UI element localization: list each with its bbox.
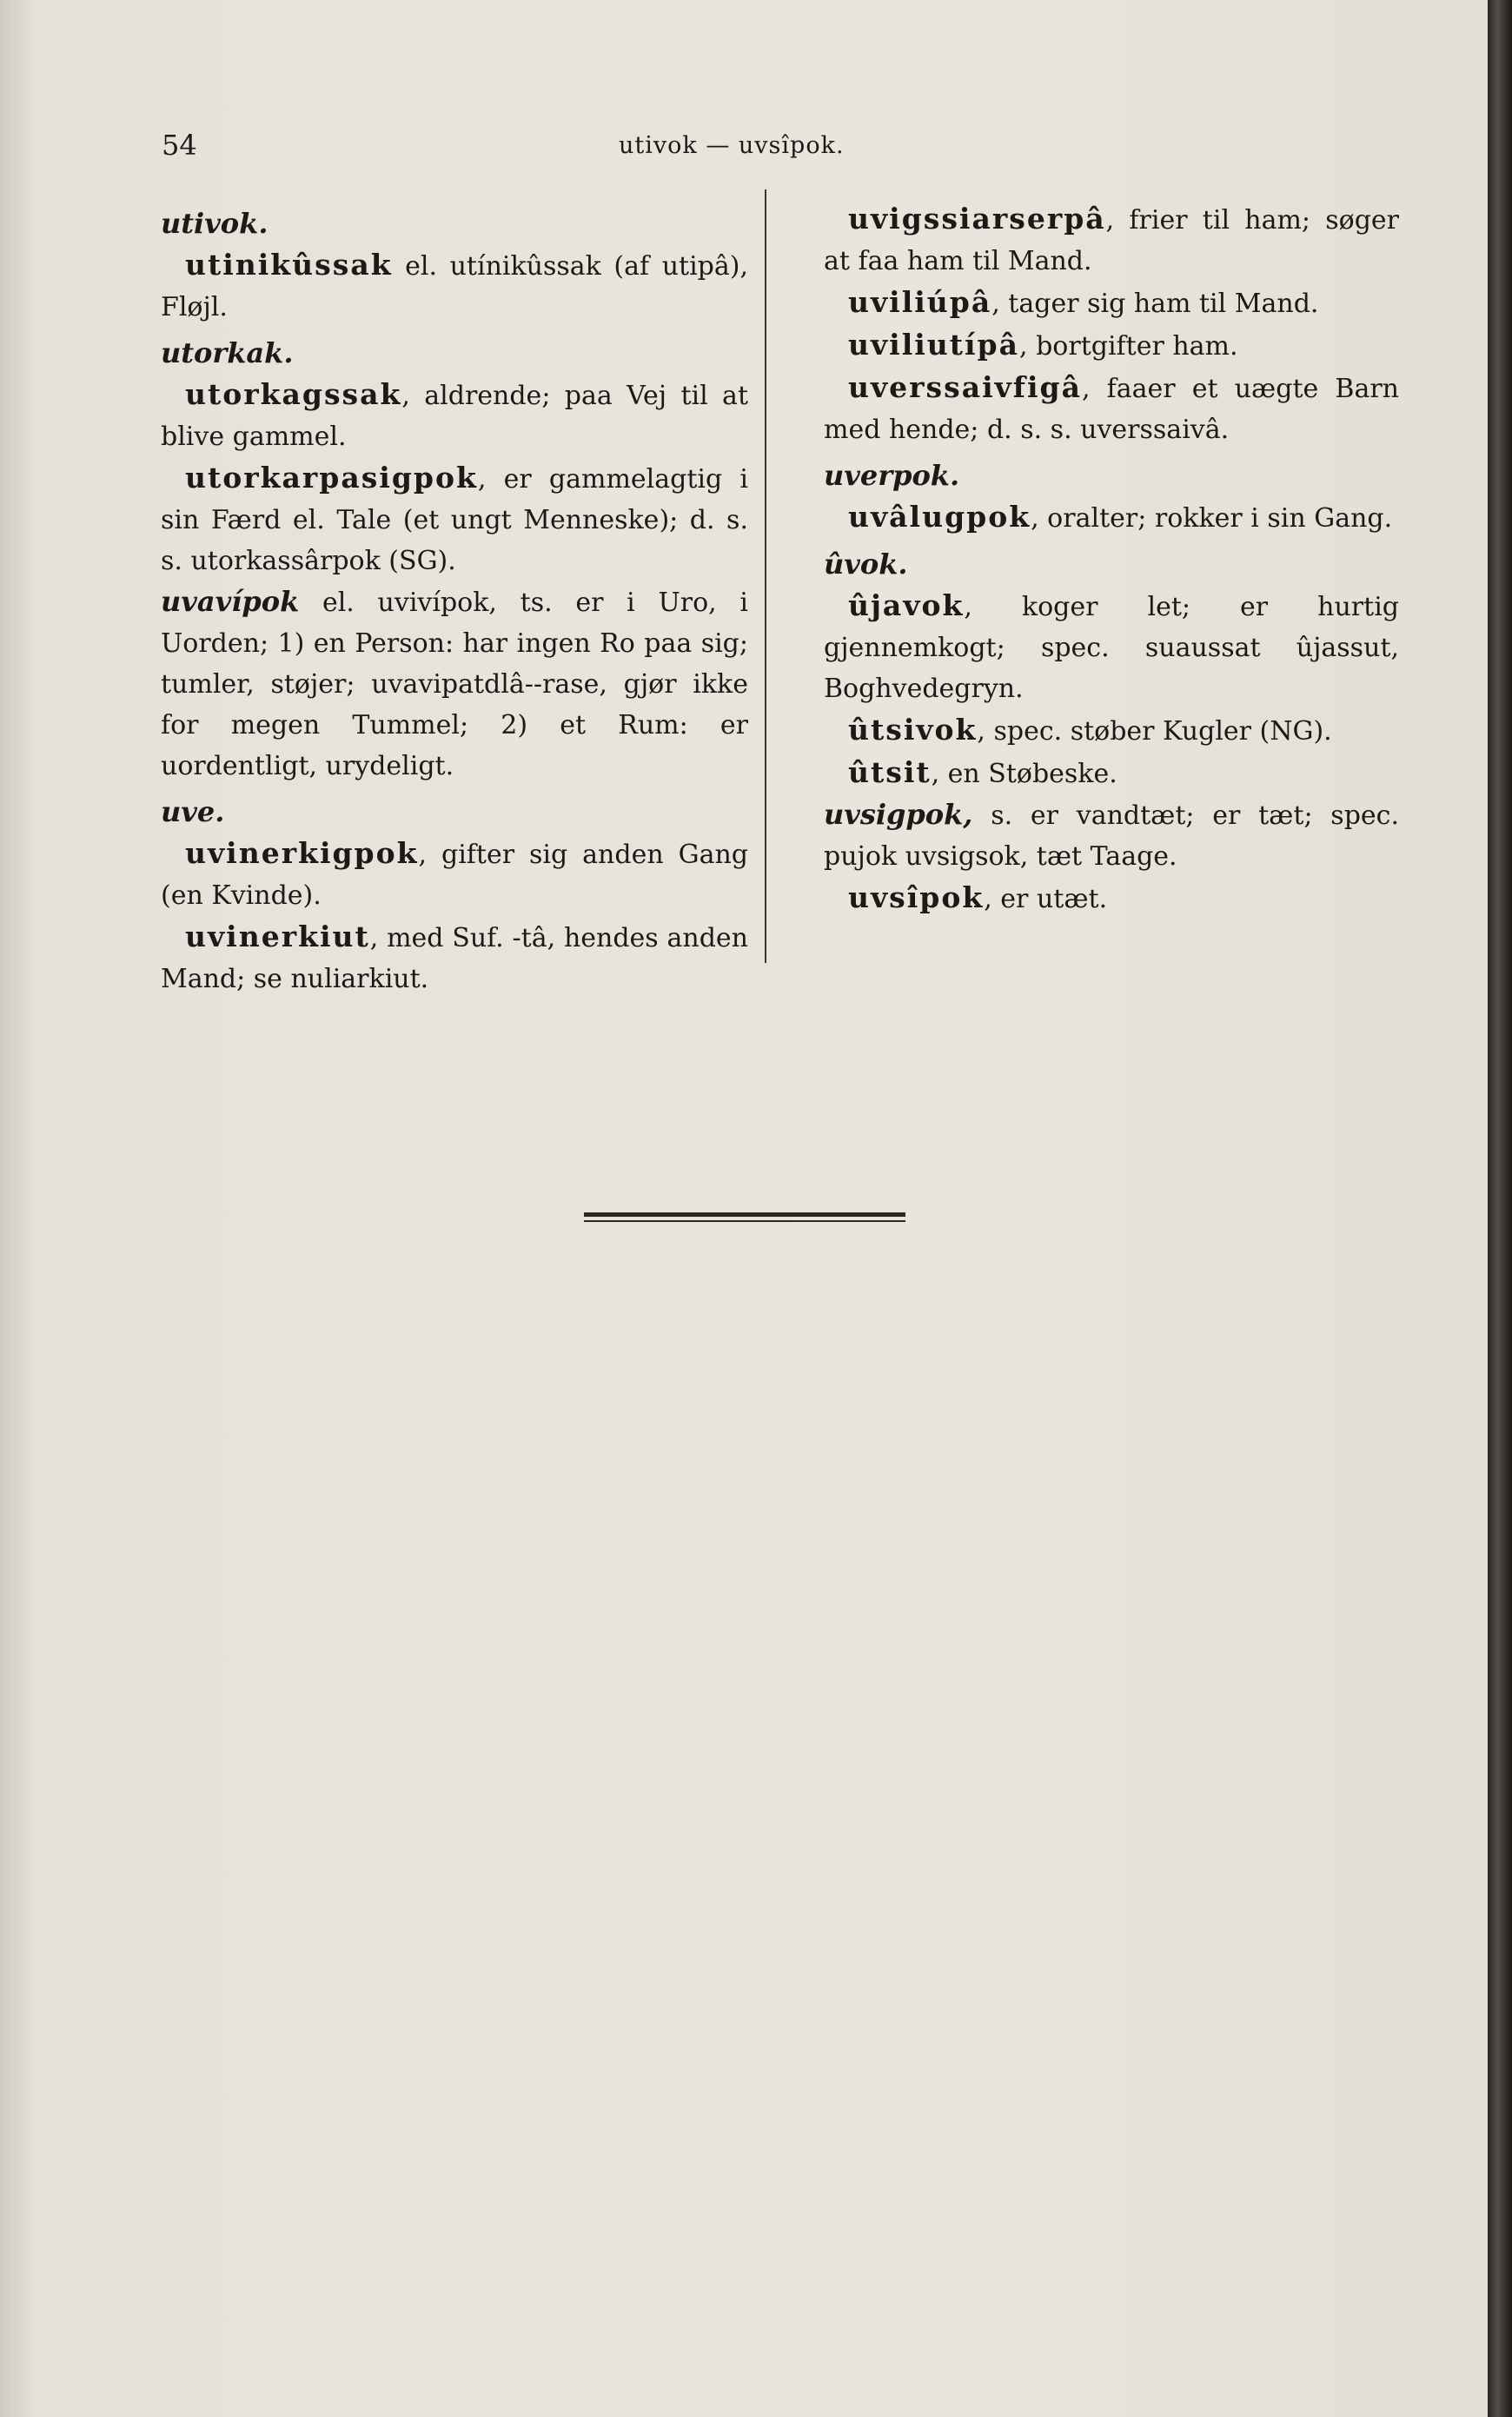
end-rule bbox=[584, 1212, 905, 1217]
headword: uve. bbox=[161, 795, 225, 828]
entry bbox=[161, 333, 748, 581]
headword: utorkak. bbox=[161, 336, 294, 369]
subentry-text: , aldrende; paa Vej til at blive gammel. bbox=[161, 381, 748, 452]
headword: uvavípok bbox=[161, 585, 300, 618]
entry bbox=[161, 203, 748, 328]
subentry-keyword: utorkagssak bbox=[185, 377, 402, 411]
subentry bbox=[824, 282, 1399, 324]
entry bbox=[161, 581, 748, 787]
subentry-keyword: ûjavok bbox=[848, 588, 965, 622]
entry-text: el. uvivípok, ts. er i Uro, i Uorden; 1) en Person: har ingen Ro paa sig; tumler, støjer; uvavipatdlâ--rase, gjør ikke for megen Tummel; 2) et Rum: er uordentligt, urydeligt. bbox=[161, 588, 748, 781]
entry-text: s. er vandtæt; er tæt; spec. pujok uvsigsok, tæt Taage. bbox=[824, 800, 1399, 872]
subentry-keyword: uviliutípâ bbox=[848, 328, 1020, 362]
subentry-text: , en Støbeske. bbox=[931, 759, 1117, 789]
book-edge bbox=[1488, 0, 1512, 2417]
subentry-keyword: utorkarpasigpok bbox=[185, 461, 478, 495]
subentry-text: el. utínikûssak (af utipâ), Fløjl. bbox=[161, 251, 748, 322]
subentry-text: , koger let; er hurtig gjennemkogt; spec. suaussat ûjassut, Boghvedegryn. bbox=[824, 592, 1399, 704]
entry bbox=[824, 794, 1399, 877]
subentry-text: , med Suf. -tâ, hendes anden Mand; se nuliarkiut. bbox=[161, 923, 748, 994]
subentry bbox=[161, 916, 748, 999]
subentry bbox=[161, 833, 748, 916]
subentry-keyword: ûtsivok bbox=[848, 713, 978, 747]
page-header bbox=[0, 129, 1488, 172]
subentry-text: , gifter sig anden Gang (en Kvinde). bbox=[161, 840, 748, 911]
subentry-keyword: utinikûssak bbox=[185, 248, 393, 282]
headword: uverpok. bbox=[824, 459, 960, 492]
subentry bbox=[824, 585, 1399, 709]
subentry bbox=[161, 457, 748, 581]
entry bbox=[824, 455, 1399, 539]
headword: uvsigpok, bbox=[824, 798, 973, 831]
headword: utivok. bbox=[161, 207, 269, 240]
column-divider bbox=[765, 189, 766, 963]
subentry-text: , bortgifter ham. bbox=[1019, 331, 1238, 362]
subentry-text: , er gammelagtig i sin Færd el. Tale (et ungt Menneske); d. s. s. utorkassârpok (SG). bbox=[161, 464, 748, 576]
subentry-text: , er utæt. bbox=[984, 884, 1108, 914]
entry bbox=[824, 544, 1399, 794]
subentry bbox=[824, 324, 1399, 367]
subentry-text: , spec. støber Kugler (NG). bbox=[977, 716, 1332, 747]
subentry-keyword: uviliúpâ bbox=[848, 285, 992, 319]
page-number: 54 bbox=[162, 129, 197, 162]
subentry-text: , faaer et uægte Barn med hende; d. s. s. uverssaivâ. bbox=[824, 374, 1399, 445]
entry bbox=[161, 792, 748, 999]
subentry bbox=[824, 877, 1399, 920]
subentry bbox=[161, 244, 748, 328]
entry bbox=[824, 198, 1399, 450]
subentry bbox=[824, 496, 1399, 539]
subentry-keyword: ûtsit bbox=[848, 755, 932, 789]
subentry bbox=[824, 367, 1399, 450]
subentry-text: , tager sig ham til Mand. bbox=[991, 289, 1319, 319]
subentry-keyword: uvigssiarserpâ bbox=[848, 202, 1106, 236]
subentry bbox=[161, 374, 748, 457]
right-column bbox=[824, 198, 1399, 920]
subentry-keyword: uvsîpok bbox=[848, 880, 985, 914]
subentry-text: , oralter; rokker i sin Gang. bbox=[1031, 503, 1393, 534]
subentry bbox=[824, 752, 1399, 794]
headword: ûvok. bbox=[824, 548, 908, 581]
subentry-keyword: uvâlugpok bbox=[848, 500, 1031, 534]
running-title: utivok — uvsîpok. bbox=[619, 132, 845, 159]
entry bbox=[824, 877, 1399, 920]
end-rule-thin bbox=[584, 1220, 905, 1222]
subentry-keyword: uvinerkiut bbox=[185, 920, 370, 953]
subentry-keyword: uvinerkigpok bbox=[185, 836, 419, 870]
left-column bbox=[161, 198, 748, 999]
subentry-keyword: uverssaivfigâ bbox=[848, 370, 1082, 404]
subentry bbox=[824, 198, 1399, 282]
subentry-text: , frier til ham; søger at faa ham til Mand. bbox=[824, 205, 1399, 276]
subentry bbox=[824, 709, 1399, 752]
